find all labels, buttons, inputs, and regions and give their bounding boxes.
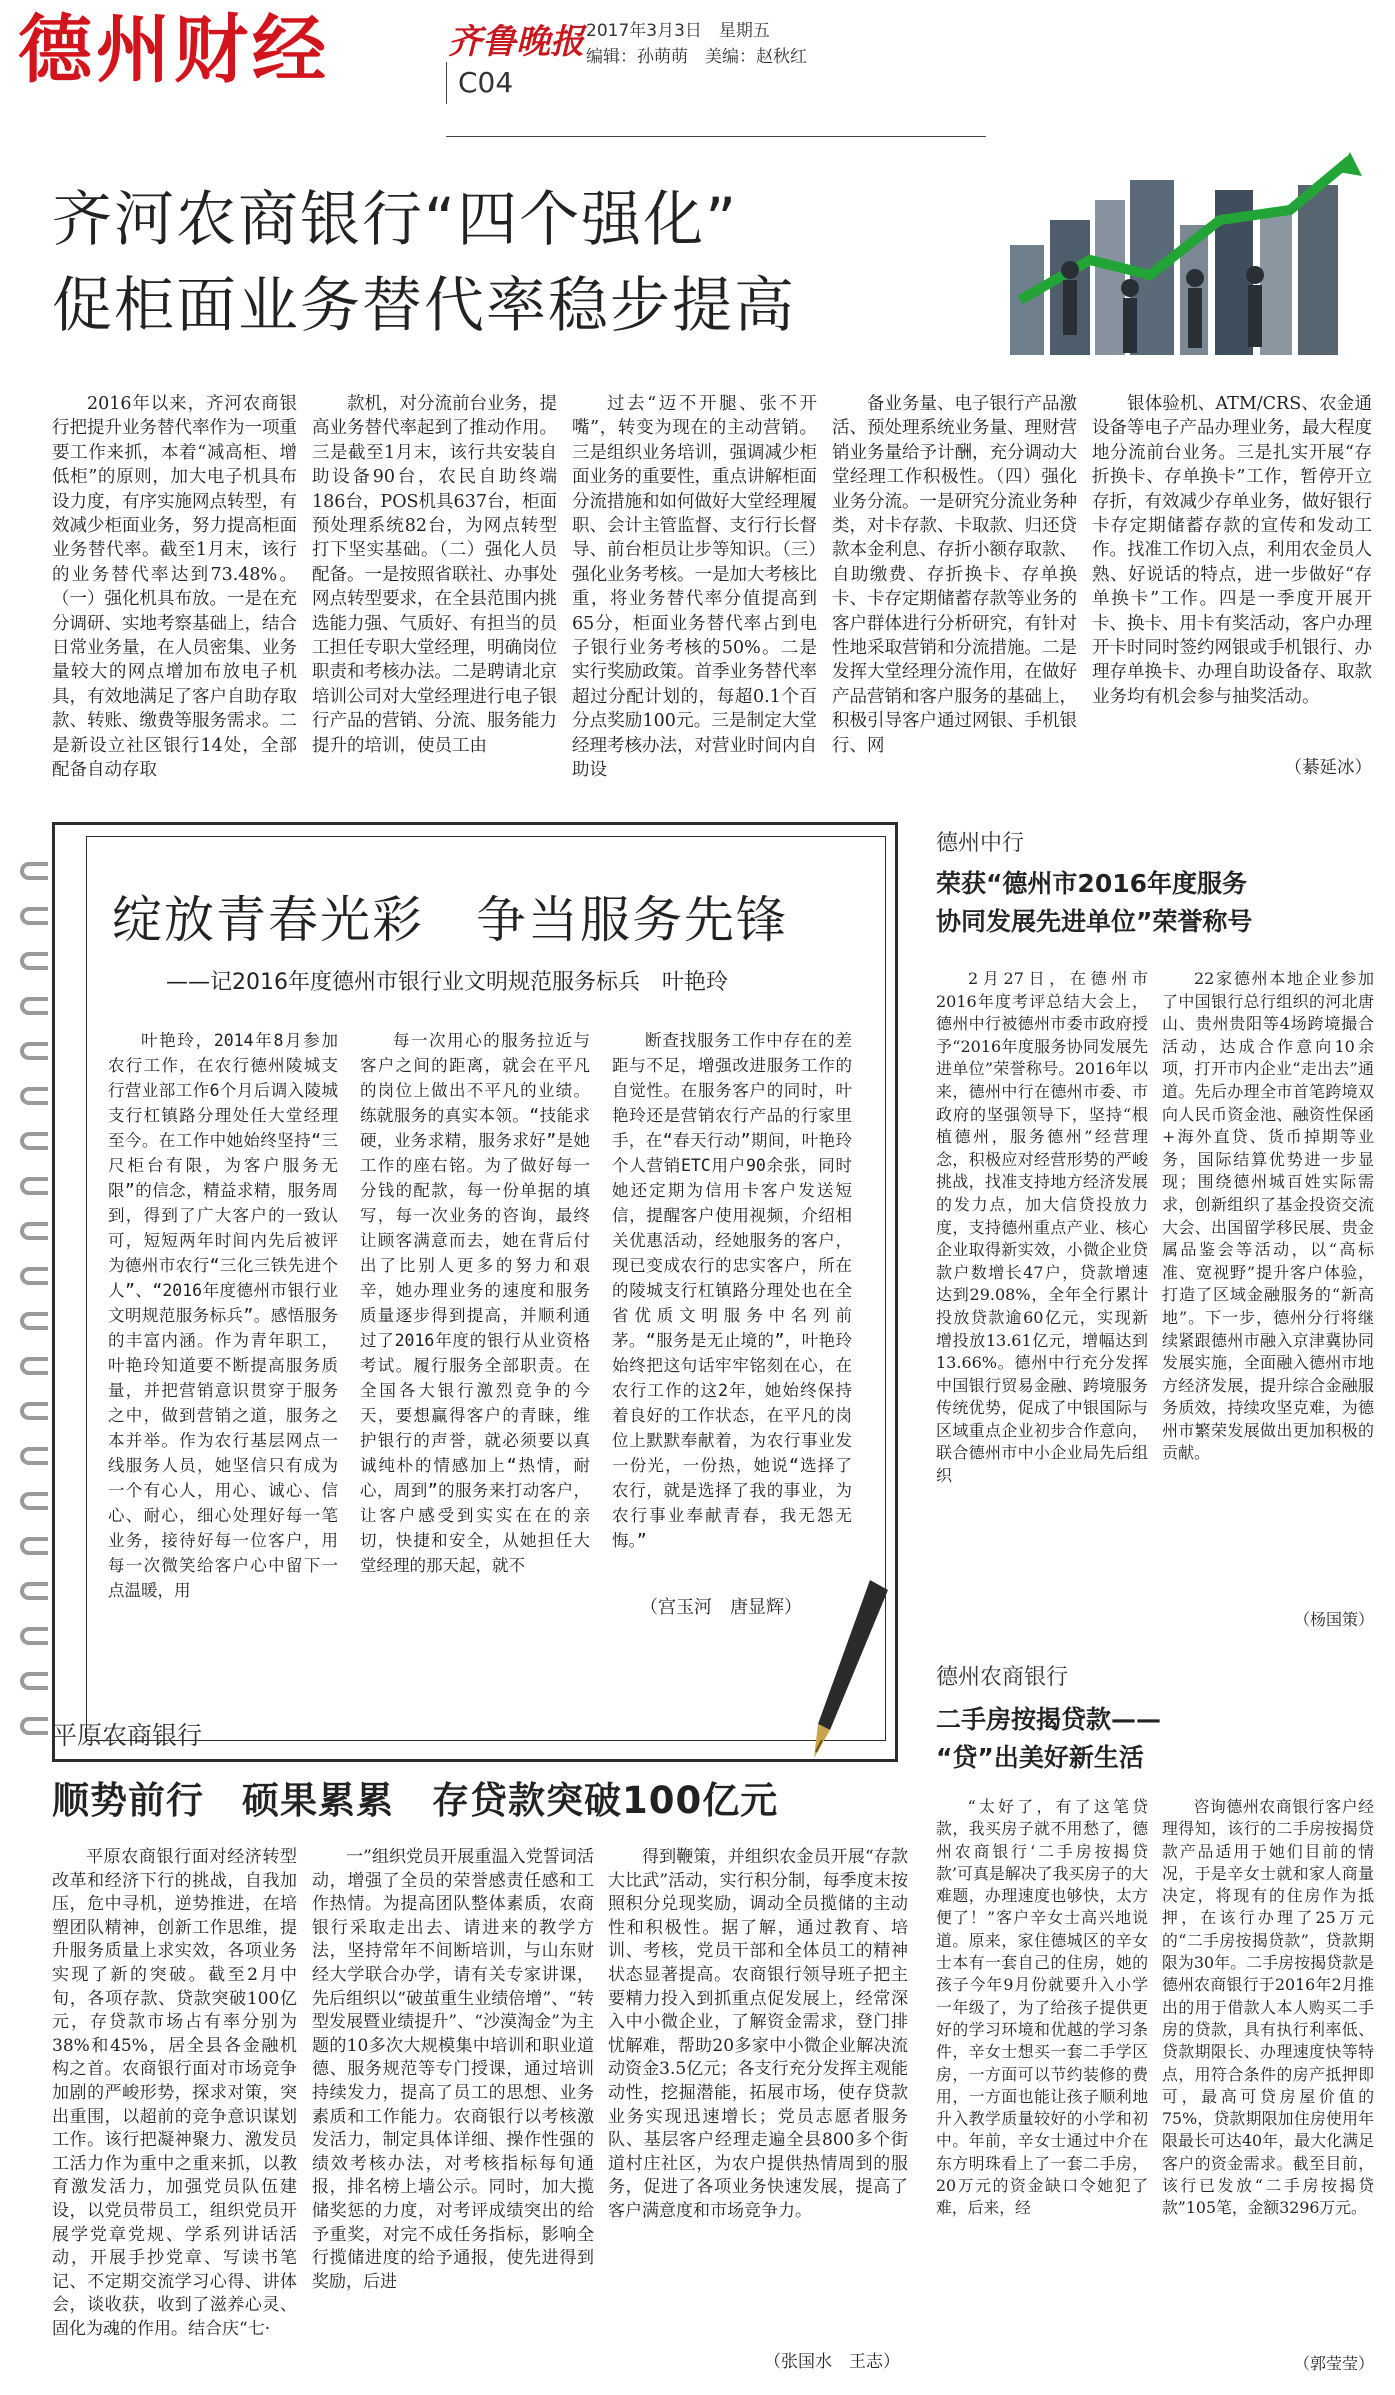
binder-ring bbox=[20, 1672, 48, 1690]
nongshang-column-1: “太好了，有了这笔贷款，我买房子就不用愁了，德州农商银行‘二手房按揭贷款’可真是解决了我买房子的大难题，办理速度也够快，太方便了！”客户辛女士高兴地说道。原来，家住德城区的辛女士本有一套自己的住房，她的孩子今年9月份就要升入小学一年级了，为了给孩子提供更好的学习环境和优越的学习条件，辛女士想买一套二手学区房，一方面可以节约装修的费用，一方面也能让孩子顺利地升入教学质量较好的小学和初中。年前，辛女士通过中介在东方明珠看上了一套二手房，20万元的资金缺口令她犯了难，后来，经 bbox=[936, 1797, 1148, 2218]
nongshang-column-2: 咨询德州农商银行客户经理得知，该行的二手房按揭贷款产品适用于她们目前的情况，于是辛女士就和家人商量决定，将现有的住房作为抵押，在该行办理了25万元的“二手房按揭贷款”，贷款期限为30年。二手房按揭贷款是德州农商银行于2016年2月推出的用于借款人本人购买二手房的贷款，具有执行利率低、贷款期限长、办理速度快等特点，用符合条件的房产抵押即可，最高可贷房屋价值的75%，贷款期限加住房使用年限最长可达40年，最大化满足客户的资金需求。截至目前，该行已发放“二手房按揭贷款”105笔，金额3296万元。 bbox=[1162, 1797, 1374, 2218]
pingyuan-headline: 顺势前行 硕果累累 存贷款突破100亿元 bbox=[52, 1779, 779, 1822]
binder-ring bbox=[20, 907, 48, 925]
pingyuan-column-2: 一”组织党员开展重温入党誓词活动，增强了全员的荣誉感责任感和工作热情。为提高团队整体素质，农商银行采取走出去、请进来的教学方法，坚持常年不间断培训，与山东财经大学联合办学，请有关专家讲课，先后组织以“破茧重生业绩倍增”、“转型发展暨业绩提升”、“沙漠淘金”为主题的10多次大规模集中培训和职业道德、服务规范等专门授课，通过培训持续发力，提高了员工的思想、业务素质和工作能力。农商银行以考核激发活力，制定具体详细、操作性强的绩效考核办法，对考核指标每旬通报，排名榜上墙公示。同时，加大揽储奖惩的力度，对考评成绩突出的给予重奖，对完不成任务指标，影响全行揽储进度的给予通报，使先进得到奖励，后进 bbox=[312, 1847, 594, 2292]
lead-headline-line1: 齐河农商银行“四个强化” bbox=[52, 185, 739, 255]
pingyuan-column-3: 得到鞭策，并组织农金员开展“存款大比武”活动，实行积分制，每季度末按照积分兑现奖励，调动全员揽储的主动性和积极性。据了解，通过教育、培训、考核，党员干部和全体员工的精神状态显著提高。农商银行领导班子把主要精力投入到抓重点促发展上，经常深入中小微企业，了解资金需求，登门排忧解难，帮助20多家中小微企业解决流动资金3.5亿元；各支行充分发挥主观能动性，挖掘潜能，拓展市场，使存贷款业务实现迅速增长；党员志愿者服务队、基层客户经理走遍全县800多个街道村庄社区，为农户提供热情周到的服务，促进了各项业务快速发展，提高了客户满意度和市场竞争力。 bbox=[608, 1847, 908, 2221]
binder-ring bbox=[20, 1357, 48, 1375]
lead-column-4: 备业务量、电子银行产品激活、预处理系统业务量、理财营销业务量给予计酬，充分调动大堂经理工作积极性。（四）强化业务分流。一是研究分流业务种类，对卡存款、卡取款、归还贷款本金利息、存折小额存取款、自助缴费、存折换卡、存单换卡、卡存定期储蓄存款等业务的客户群体进行分析研究，有针对性地采取营销和分流措施。二是发挥大堂经理分流作用，在做好产品营销和客户服务的基础上，积极引导客户通过网银、手机银行、网 bbox=[832, 394, 1077, 756]
feature-column-3: 断查找服务工作中存在的差距与不足，增强改进服务工作的自觉性。在服务客户的同时，叶艳玲还是营销农行产品的行家里手，在“春天行动”期间，叶艳玲个人营销ETC用户90余张，同时她还定期为信用卡客户发送短信，提醒客户使用视频，介绍相关优惠活动，经她服务的客户，现已变成农行的忠实客户，所在的陵城支行杠镇路分理处也在全省优质文明服务中名列前茅。“服务是无止境的”，叶艳玲始终把这句话牢牢铭刻在心，在农行工作的这2年，她始终保持着良好的工作状态，在平凡的岗位上默默奉献着，为农行事业发一份光，一份热，她说“选择了农行，就是选择了我的事业，为农行事业奉献青春，我无怨无悔。” bbox=[612, 1031, 852, 1550]
binder-ring bbox=[20, 1042, 48, 1060]
binder-ring bbox=[20, 1492, 48, 1510]
publication-date: 2017年3月3日 星期五 bbox=[586, 21, 770, 41]
nongshang-byline: （郭莹莹） bbox=[1293, 2354, 1374, 2373]
lead-byline: （綦延冰） bbox=[1284, 758, 1372, 778]
feature-title: 绽放青春光彩 争当服务先锋 bbox=[112, 891, 788, 949]
section-title: 德州财经 bbox=[18, 7, 330, 93]
editors-line: 编辑：孙萌萌 美编：赵秋红 bbox=[586, 47, 807, 67]
page-number: C04 bbox=[458, 66, 514, 99]
masthead-rule bbox=[446, 136, 986, 137]
feature-byline: （宫玉河 唐显辉） bbox=[640, 1597, 802, 1618]
lead-column-2: 款机，对分流前台业务，提高业务替代率起到了推动作用。三是截至1月末，该行共安装自助设备90台，农民自助终端186台，POS机具637台，柜面预处理系统82台，为网点转型打下坚实基础。（二）强化人员配备。一是按照省联社、办事处网点转型要求，在全县范围内挑选能力强、气质好、有担当的员工担任专职大堂经理，明确岗位职责和考核办法。二是聘请北京培训公司对大堂经理进行电子银行产品的营销、分流、服务能力提升的培训，使员工由 bbox=[312, 394, 557, 756]
zhonghang-headline-line2: 协同发展先进单位”荣誉称号 bbox=[936, 907, 1253, 936]
binder-ring bbox=[20, 1537, 48, 1555]
zhonghang-headline-line1: 荣获“德州市2016年度服务 bbox=[936, 869, 1248, 898]
pingyuan-byline: （张国水 王志） bbox=[764, 2352, 900, 2372]
binder-ring bbox=[20, 862, 48, 880]
binder-ring bbox=[20, 1132, 48, 1150]
feature-subtitle: ——记2016年度德州市银行业文明规范服务标兵 叶艳玲 bbox=[166, 970, 728, 995]
binder-ring bbox=[20, 997, 48, 1015]
feature-column-1: 叶艳玲，2014年8月参加农行工作，在农行德州陵城支行营业部工作6个月后调入陵城支行杠镇路分理处任大堂经理至今。在工作中她始终坚持“三尺柜台有限，为客户服务无限”的信念，精益求精，服务周到，得到了广大客户的一致认可，短短两年时间内先后被评为德州市农行“三化三铁先进个人”、“2016年度德州市银行业文明规范服务标兵”。感悟服务的丰富内涵。作为青年职工，叶艳玲知道要不断提高服务质量，并把营销意识贯穿于服务之中，做到营销之道，服务之本并举。作为农行基层网点一线服务人员，她坚信只有成为一个有心人，用心、诚心、信心、耐心，细心处理好每一笔业务，接待好每一位客户，用每一次微笑给客户心中留下一点温暖，用 bbox=[108, 1031, 338, 1600]
zhonghang-byline: （杨国策） bbox=[1293, 1610, 1374, 1629]
business-growth-illustration bbox=[1000, 150, 1375, 355]
binder-ring bbox=[20, 1402, 48, 1420]
binder-ring bbox=[20, 1717, 48, 1735]
pingyuan-label: 平原农商银行 bbox=[52, 1721, 203, 1750]
binder-ring bbox=[20, 952, 48, 970]
binder-ring bbox=[20, 1582, 48, 1600]
feature-column-2: 每一次用心的服务拉近与客户之间的距离，就会在平凡的岗位上做出不平凡的业绩。练就服务的真实本领。“技能求硬，业务求精，服务求好”是她工作的座右铭。为了做好每一分钱的配款，每一份单据的填写，每一次业务的咨询，最终让顾客满意而去，她在背后付出了比别人更多的努力和艰辛，她办理业务的速度和服务质量逐步得到提高，并顺利通过了2016年度的银行从业资格考试。履行服务全部职责。在全国各大银行激烈竞争的今天，要想赢得客户的青睐，维护银行的声誉，就必须要以真诚纯朴的情感加上“热情，耐心，周到”的服务来打动客户，让客户感受到实实在在的亲切，快捷和安全，从她担任大堂经理的那天起，就不 bbox=[360, 1031, 590, 1575]
lead-column-1: 2016年以来，齐河农商银行把提升业务替代率作为一项重要工作来抓，本着“减高柜、增低柜”的原则，加大电子机具布设力度，有序实施网点转型，有效减少柜面业务，努力提高柜面业务替代率。截至1月末，该行的业务替代率达到73.48%。（一）强化机具布放。一是在充分调研、实地考察基础上，结合日常业务量，在人员密集、业务量较大的网点增加布放电子机具，有效地满足了客户自助存取款、转账、缴费等服务需求。二是新设立社区银行14处，全部配备自动存取 bbox=[52, 394, 297, 780]
binder-ring bbox=[20, 1627, 48, 1645]
binder-ring bbox=[20, 1312, 48, 1330]
nongshang-headline-line2: “贷”出美好新生活 bbox=[936, 1743, 1144, 1772]
binder-ring bbox=[20, 1177, 48, 1195]
fountain-pen-illustration bbox=[800, 1580, 890, 1760]
zhonghang-column-2: 22家德州本地企业参加了中国银行总行组织的河北唐山、贵州贵阳等4场跨境撮合活动，达成合作意向10余项，打开市内企业“走出去”通道。先后办理全市首笔跨境双向人民币资金池、融资性保函+海外直贷、货币掉期等业务，国际结算优势进一步显现；围绕德州城百姓实际需求，创新组织了基金投资交流大会、出国留学移民展、贵金属品鉴会等活动，以“高标准、宽视野”提升客户体验，打造了区域金融服务的“新高地”。下一步，德州分行将继续紧跟德州市融入京津冀协同发展实施，全面融入德州市地方经济发展，提升综合金融服务质效，持续攻坚克难，为德州市繁荣发展做出更加积极的贡献。 bbox=[1162, 969, 1374, 1463]
nongshang-headline-line1: 二手房按揭贷款—— bbox=[936, 1705, 1162, 1734]
lead-headline-line2: 促柜面业务替代率稳步提高 bbox=[52, 271, 796, 341]
lead-column-5: 银体验机、ATM/CRS、农金通设备等电子产品办理业务，最大程度地分流前台业务。三是扎实开展“存折换卡、存单换卡”工作，暂停开立存折，有效减少存单业务，做好银行卡存定期储蓄存款的宣传和发动工作。找准工作切入点，利用农金员人熟、好说话的特点，进一步做好“存单换卡”工作。四是一季度开展开卡、换卡、用卡有奖活动，客户办理开卡时同时签约网银或手机银行、办理存单换卡、办理自助设备存、取款业务均有机会参与抽奖活动。 bbox=[1092, 394, 1372, 707]
binder-ring bbox=[20, 1447, 48, 1465]
zhonghang-label: 德州中行 bbox=[936, 831, 1025, 856]
masthead-divider bbox=[446, 62, 447, 104]
pingyuan-column-1: 平原农商银行面对经济转型改革和经济下行的挑战，自我加压，危中寻机，逆势推进，在培塑团队精神，创新工作思维，提升服务质量上求实效，各项业务实现了新的突破。截至2月中旬，各项存款、贷款突破100亿元，存贷款市场占有率分别为38%和45%，居全县各金融机构之首。农商银行面对市场竞争加剧的严峻形势，探求对策，突出重围，以超前的竞争意识谋划工作。该行把凝神聚力、激发员工活力作为重中之重来抓，以教育激发活力，加强党员队伍建设，以党员带员工，组织党员开展学党章党规、学系列讲话活动，开展手抄党章、写读书笔记、不定期交流学习心得、讲体会，谈收获，收到了滋养心灵、固化为魂的作用。结合庆“七· bbox=[52, 1847, 297, 2339]
lead-column-3: 过去“迈不开腿、张不开嘴”，转变为现在的主动营销。三是组织业务培训，强调减少柜面业务的重要性，重点讲解柜面分流措施和如何做好大堂经理履职、会计主管监督、支行行长督导、前台柜员让步等知识。（三）强化业务考核。一是加大考核比重，将业务替代率分值提高到65分，柜面业务替代率占到电子银行业务考核的50%。二是实行奖励政策。首季业务替代率超过分配计划的，每超0.1个百分点奖励100元。三是制定大堂经理考核办法，对营业时间内自助设 bbox=[572, 394, 817, 780]
binder-ring bbox=[20, 1267, 48, 1285]
zhonghang-column-1: 2月27日，在德州市2016年度考评总结大会上，德州中行被德州市委市政府授予“2016年度服务协同发展先进单位”荣誉称号。2016年以来，德州中行在德州市委、市政府的坚强领导下，坚持“根植德州，服务德州”经营理念，积极应对经营形势的严峻挑战，找准支持地方经济发展的发力点，加大信贷投放力度，支持德州重点产业、核心企业取得新实效，小微企业贷款户数增长47户，贷款增速达到29.08%，全年全行累计投放贷款逾60亿元，实现新增投放13.61亿元，增幅达到13.66%。德州中行充分发挥中国银行贸易金融、跨境服务传统优势，促成了中银国际与区域重点企业初步合作意向，联合德州市中小企业局先后组织 bbox=[936, 969, 1148, 1486]
binder-ring bbox=[20, 1087, 48, 1105]
newspaper-name: 齐鲁晚报 bbox=[448, 22, 584, 62]
binder-ring bbox=[20, 1222, 48, 1240]
nongshang-label: 德州农商银行 bbox=[936, 1665, 1069, 1690]
